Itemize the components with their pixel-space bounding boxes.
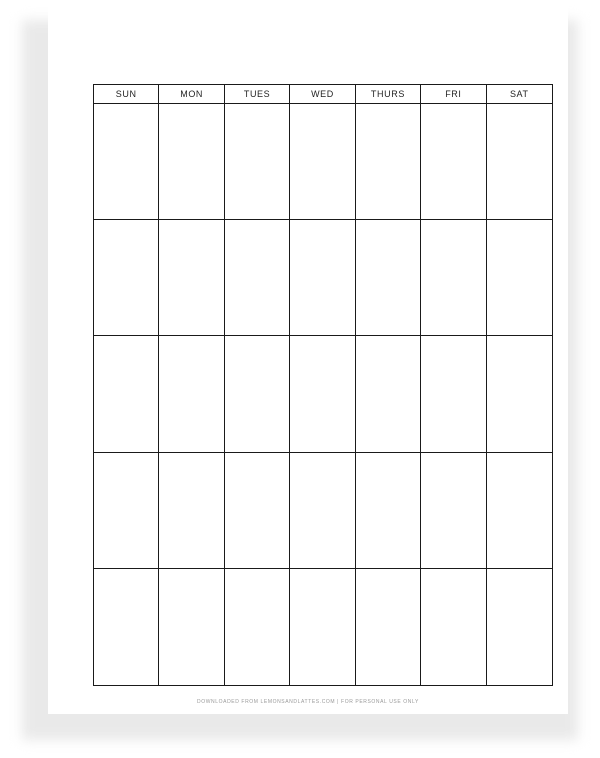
day-cell — [487, 220, 552, 336]
day-cell — [487, 104, 552, 220]
day-cell — [487, 569, 552, 685]
day-cell — [225, 336, 290, 452]
day-cell — [225, 220, 290, 336]
day-cell — [94, 453, 159, 569]
day-cell — [487, 453, 552, 569]
day-cell — [159, 220, 224, 336]
day-cell — [94, 569, 159, 685]
day-cell — [225, 569, 290, 685]
day-cell — [356, 569, 421, 685]
footer-note: DOWNLOADED FROM LEMONSANDLATTES.COM | FOR PERSONAL USE ONLY — [197, 699, 419, 705]
day-header-sat: SAT — [487, 85, 552, 104]
day-cell — [159, 453, 224, 569]
day-header-tues: TUES — [225, 85, 290, 104]
day-cell — [290, 336, 355, 452]
day-cell — [94, 336, 159, 452]
day-cell — [94, 220, 159, 336]
day-cell — [356, 104, 421, 220]
day-header-mon: MON — [159, 85, 224, 104]
day-cell — [290, 569, 355, 685]
day-cell — [290, 220, 355, 336]
day-header-sun: SUN — [94, 85, 159, 104]
day-cell — [356, 220, 421, 336]
day-cell — [225, 104, 290, 220]
printable-sheet — [48, 6, 568, 714]
day-cell — [290, 104, 355, 220]
day-cell — [487, 336, 552, 452]
day-header-fri: FRI — [421, 85, 486, 104]
day-cell — [421, 104, 486, 220]
day-cell — [225, 453, 290, 569]
day-cell — [290, 453, 355, 569]
calendar-grid — [93, 84, 553, 686]
day-cell — [356, 336, 421, 452]
day-cell — [159, 336, 224, 452]
day-header-thurs: THURS — [356, 85, 421, 104]
day-cell — [356, 453, 421, 569]
day-cell — [421, 569, 486, 685]
day-cell — [421, 336, 486, 452]
day-cell — [159, 569, 224, 685]
day-header-wed: WED — [290, 85, 355, 104]
day-cell — [421, 453, 486, 569]
day-cell — [421, 220, 486, 336]
day-cell — [159, 104, 224, 220]
day-cell — [94, 104, 159, 220]
